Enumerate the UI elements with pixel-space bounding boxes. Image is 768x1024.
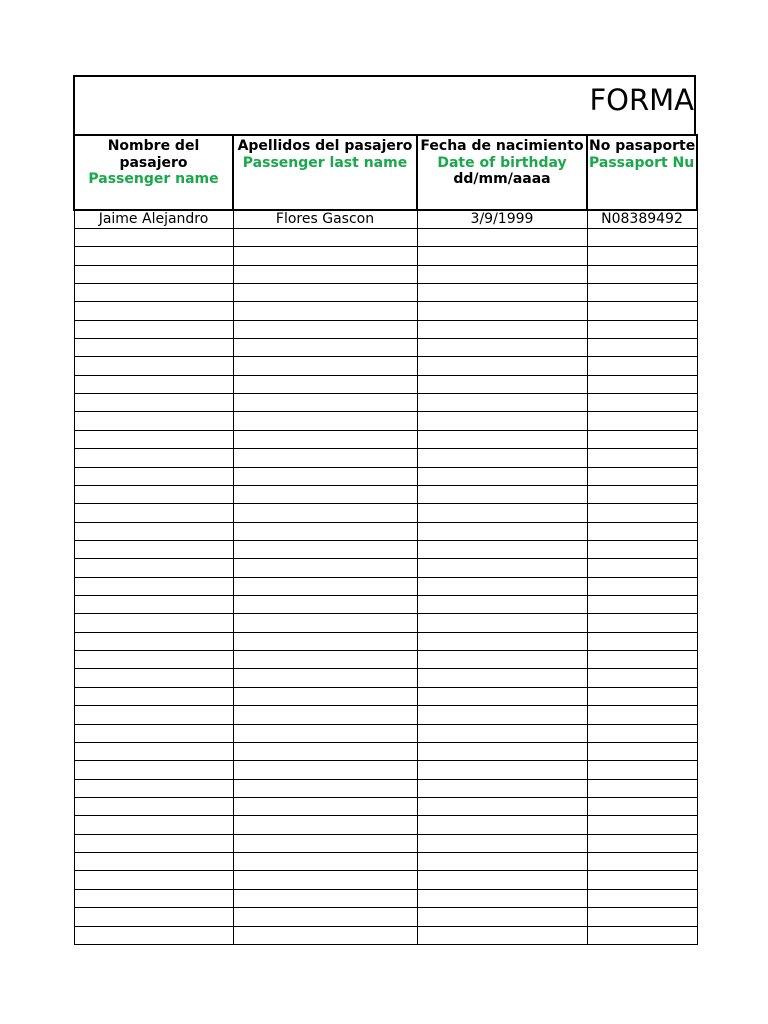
cell-last-name[interactable] — [233, 596, 417, 614]
cell-birth-date[interactable] — [417, 228, 587, 246]
cell-passenger-name[interactable] — [74, 449, 233, 467]
header-passenger-last-name — [233, 135, 417, 210]
cell-passenger-name[interactable] — [74, 908, 233, 926]
table-row — [74, 449, 697, 467]
cell-birth-date[interactable] — [417, 871, 587, 889]
cell-passport-number[interactable] — [587, 651, 697, 669]
table-row — [74, 357, 697, 375]
cell-passport-number[interactable] — [587, 265, 697, 283]
cell-birth-date[interactable] — [417, 320, 587, 338]
cell-last-name[interactable] — [233, 853, 417, 871]
cell-passport-number[interactable] — [587, 485, 697, 503]
cell-passenger-name[interactable] — [74, 430, 233, 448]
form-title: FORMA — [589, 83, 694, 117]
cell-passenger-name[interactable] — [74, 651, 233, 669]
cell-passenger-name[interactable] — [74, 816, 233, 834]
cell-last-name[interactable] — [233, 779, 417, 797]
cell-last-name[interactable] — [233, 522, 417, 540]
table-row — [74, 742, 697, 760]
cell-last-name[interactable] — [233, 394, 417, 412]
cell-passport-number[interactable] — [587, 577, 697, 595]
cell-birth-date[interactable] — [417, 908, 587, 926]
table-row — [74, 779, 697, 797]
cell-passport-number[interactable] — [587, 889, 697, 907]
cell-birth-date[interactable] — [417, 357, 587, 375]
table-row — [74, 302, 697, 320]
cell-passport-number[interactable] — [587, 669, 697, 687]
cell-passenger-name[interactable] — [74, 687, 233, 705]
cell-birth-date[interactable] — [417, 761, 587, 779]
cell-last-name[interactable] — [233, 834, 417, 852]
cell-last-name[interactable] — [233, 430, 417, 448]
table-row — [74, 228, 697, 246]
cell-birth-date[interactable] — [417, 375, 587, 393]
cell-passenger-name[interactable] — [74, 742, 233, 760]
cell-passenger-name[interactable] — [74, 247, 233, 265]
cell-birth-date[interactable] — [417, 247, 587, 265]
cell-passport-number[interactable] — [587, 871, 697, 889]
table-row — [74, 853, 697, 871]
cell-last-name[interactable] — [233, 632, 417, 650]
cell-last-name[interactable] — [233, 485, 417, 503]
cell-passport-number[interactable] — [587, 798, 697, 816]
header-label-es: No pasaporte — [589, 138, 696, 154]
cell-passport-number[interactable] — [587, 504, 697, 522]
passenger-form-sheet — [73, 75, 696, 945]
cell-passenger-name[interactable] — [74, 724, 233, 742]
table-row — [74, 614, 697, 632]
header-label-es: Nombre del pasajero — [107, 138, 200, 171]
table-row — [74, 798, 697, 816]
cell-birth-date[interactable] — [417, 485, 587, 503]
cell-passport-number[interactable] — [587, 394, 697, 412]
cell-passport-number[interactable] — [587, 449, 697, 467]
cell-passenger-name[interactable] — [74, 504, 233, 522]
cell-passenger-name[interactable] — [74, 798, 233, 816]
table-row — [74, 522, 697, 540]
cell-last-name[interactable] — [233, 889, 417, 907]
cell-passenger-name[interactable] — [74, 540, 233, 558]
cell-passenger-name[interactable] — [74, 926, 233, 944]
cell-last-name[interactable] — [233, 302, 417, 320]
cell-passenger-name[interactable] — [74, 596, 233, 614]
cell-last-name[interactable] — [233, 908, 417, 926]
header-label-en: Passenger last name — [242, 154, 408, 171]
cell-passport-number[interactable] — [587, 926, 697, 944]
cell-last-name[interactable] — [233, 504, 417, 522]
cell-birth-date[interactable] — [417, 540, 587, 558]
cell-passport-number[interactable] — [587, 853, 697, 871]
table-row — [74, 339, 697, 357]
table-row — [74, 467, 697, 485]
cell-birth-date[interactable] — [417, 687, 587, 705]
table-row — [74, 761, 697, 779]
table-row — [74, 889, 697, 907]
cell-last-name[interactable] — [233, 540, 417, 558]
cell-birth-date[interactable] — [417, 577, 587, 595]
cell-passport-number[interactable] — [587, 816, 697, 834]
cell-birth-date[interactable] — [417, 614, 587, 632]
cell-last-name[interactable] — [233, 871, 417, 889]
cell-passenger-name[interactable] — [74, 375, 233, 393]
cell-birth-date[interactable] — [417, 394, 587, 412]
cell-birth-date[interactable] — [417, 889, 587, 907]
cell-passport-number[interactable] — [587, 320, 697, 338]
cell-birth-date[interactable] — [417, 522, 587, 540]
cell-birth-date[interactable] — [417, 816, 587, 834]
cell-last-name[interactable] — [233, 926, 417, 944]
cell-last-name[interactable] — [233, 614, 417, 632]
header-label-es: Fecha de nacimiento — [420, 138, 584, 154]
cell-last-name[interactable] — [233, 559, 417, 577]
cell-last-name[interactable] — [233, 669, 417, 687]
table-row — [74, 577, 697, 595]
cell-passenger-name[interactable] — [74, 614, 233, 632]
cell-passport-number[interactable] — [587, 228, 697, 246]
cell-passenger-name[interactable] — [74, 485, 233, 503]
header-passenger-name — [74, 135, 233, 210]
cell-passenger-name[interactable] — [74, 577, 233, 595]
cell-passenger-name[interactable] — [74, 706, 233, 724]
cell-last-name[interactable] — [233, 724, 417, 742]
cell-passenger-name[interactable] — [74, 302, 233, 320]
cell-last-name[interactable] — [233, 651, 417, 669]
table-row — [74, 412, 697, 430]
cell-birth-date[interactable] — [417, 853, 587, 871]
table-row — [74, 669, 697, 687]
cell-passenger-name[interactable] — [74, 228, 233, 246]
table-row — [74, 926, 697, 944]
cell-last-name[interactable] — [233, 412, 417, 430]
cell-passport-number[interactable] — [587, 339, 697, 357]
header-label-es: Apellidos del pasajero — [237, 138, 413, 154]
cell-last-name[interactable] — [233, 687, 417, 705]
table-row — [74, 871, 697, 889]
cell-birth-date[interactable] — [417, 504, 587, 522]
cell-passport-number[interactable] — [587, 302, 697, 320]
cell-passenger-name[interactable] — [74, 394, 233, 412]
cell-last-name[interactable] — [233, 265, 417, 283]
cell-passenger-name[interactable] — [74, 889, 233, 907]
cell-passport-number[interactable] — [587, 412, 697, 430]
cell-last-name[interactable] — [233, 247, 417, 265]
cell-passenger-name[interactable] — [74, 871, 233, 889]
cell-birth-date[interactable] — [417, 596, 587, 614]
cell-last-name[interactable] — [233, 816, 417, 834]
table-row — [74, 430, 697, 448]
cell-birth-date[interactable] — [417, 724, 587, 742]
cell-passport-number[interactable] — [587, 614, 697, 632]
cell-birth-date[interactable] — [417, 283, 587, 301]
cell-passenger-name[interactable] — [74, 669, 233, 687]
title-row — [73, 75, 696, 134]
cell-birth-date[interactable] — [417, 742, 587, 760]
cell-passport-number[interactable] — [587, 761, 697, 779]
cell-birth-date[interactable] — [417, 265, 587, 283]
table-row — [74, 283, 697, 301]
table-row — [74, 816, 697, 834]
cell-passport-number[interactable] — [587, 632, 697, 650]
cell-birth-date[interactable] — [417, 339, 587, 357]
cell-passenger-name[interactable] — [74, 853, 233, 871]
cell-birth-date[interactable] — [417, 651, 587, 669]
cell-last-name[interactable] — [233, 228, 417, 246]
cell-last-name[interactable] — [233, 320, 417, 338]
cell-last-name[interactable] — [233, 577, 417, 595]
cell-passport-number[interactable] — [587, 559, 697, 577]
cell-passenger-name[interactable] — [74, 357, 233, 375]
table-row — [74, 375, 697, 393]
cell-passenger-name[interactable] — [74, 320, 233, 338]
cell-passport-number[interactable] — [587, 357, 697, 375]
cell-passport-number[interactable]: N08389492 — [587, 210, 697, 228]
cell-passenger-name[interactable] — [74, 632, 233, 650]
header-label-en: Passaport Nu — [589, 154, 695, 171]
cell-last-name[interactable] — [233, 339, 417, 357]
passenger-table — [73, 134, 698, 945]
cell-passenger-name[interactable] — [74, 559, 233, 577]
cell-passport-number[interactable] — [587, 375, 697, 393]
table-row — [74, 265, 697, 283]
cell-birth-date[interactable] — [417, 559, 587, 577]
cell-last-name[interactable]: Flores Gascon — [233, 210, 417, 228]
cell-birth-date[interactable] — [417, 412, 587, 430]
table-row — [74, 706, 697, 724]
cell-passport-number[interactable] — [587, 779, 697, 797]
header-label-en: Passenger name — [88, 171, 219, 187]
cell-passport-number[interactable] — [587, 247, 697, 265]
cell-birth-date[interactable] — [417, 779, 587, 797]
cell-passport-number[interactable] — [587, 687, 697, 705]
cell-passenger-name[interactable] — [74, 761, 233, 779]
table-row — [74, 320, 697, 338]
cell-birth-date[interactable] — [417, 669, 587, 687]
table-row — [74, 540, 697, 558]
table-row — [74, 724, 697, 742]
cell-passenger-name[interactable] — [74, 283, 233, 301]
table-row — [74, 834, 697, 852]
cell-passport-number[interactable] — [587, 596, 697, 614]
cell-birth-date[interactable] — [417, 467, 587, 485]
cell-passport-number[interactable] — [587, 742, 697, 760]
header-label-en: Date of birthday — [437, 154, 567, 171]
cell-birth-date[interactable] — [417, 706, 587, 724]
table-row — [74, 247, 697, 265]
cell-last-name[interactable] — [233, 742, 417, 760]
cell-passport-number[interactable] — [587, 467, 697, 485]
table-row — [74, 908, 697, 926]
header-birth-date — [417, 135, 587, 210]
table-row — [74, 485, 697, 503]
cell-last-name[interactable] — [233, 798, 417, 816]
table-body — [74, 210, 697, 944]
table-row — [74, 504, 697, 522]
cell-birth-date[interactable] — [417, 926, 587, 944]
cell-last-name[interactable] — [233, 375, 417, 393]
cell-passenger-name[interactable] — [74, 522, 233, 540]
cell-birth-date[interactable] — [417, 302, 587, 320]
cell-passport-number[interactable] — [587, 724, 697, 742]
cell-last-name[interactable] — [233, 706, 417, 724]
cell-passport-number[interactable] — [587, 283, 697, 301]
table-row — [74, 651, 697, 669]
cell-birth-date[interactable] — [417, 798, 587, 816]
cell-passenger-name[interactable]: Jaime Alejandro — [74, 210, 233, 228]
cell-passport-number[interactable] — [587, 834, 697, 852]
cell-passenger-name[interactable] — [74, 779, 233, 797]
table-row — [74, 632, 697, 650]
table-row — [74, 394, 697, 412]
cell-last-name[interactable] — [233, 449, 417, 467]
table-row — [74, 210, 697, 228]
cell-passenger-name[interactable] — [74, 412, 233, 430]
table-row — [74, 596, 697, 614]
table-row — [74, 559, 697, 577]
cell-passport-number[interactable] — [587, 908, 697, 926]
cell-birth-date[interactable]: 3/9/1999 — [417, 210, 587, 228]
cell-passenger-name[interactable] — [74, 339, 233, 357]
cell-passport-number[interactable] — [587, 706, 697, 724]
cell-last-name[interactable] — [233, 283, 417, 301]
cell-birth-date[interactable] — [417, 449, 587, 467]
table-row — [74, 687, 697, 705]
cell-last-name[interactable] — [233, 467, 417, 485]
cell-birth-date[interactable] — [417, 834, 587, 852]
cell-passenger-name[interactable] — [74, 265, 233, 283]
cell-birth-date[interactable] — [417, 632, 587, 650]
cell-last-name[interactable] — [233, 761, 417, 779]
cell-last-name[interactable] — [233, 357, 417, 375]
cell-passport-number[interactable] — [587, 540, 697, 558]
cell-passenger-name[interactable] — [74, 834, 233, 852]
cell-birth-date[interactable] — [417, 430, 587, 448]
cell-passport-number[interactable] — [587, 430, 697, 448]
header-date-format: dd/mm/aaaa — [453, 171, 551, 187]
cell-passenger-name[interactable] — [74, 467, 233, 485]
header-passport-number — [587, 135, 697, 210]
header-row — [74, 135, 697, 210]
cell-passport-number[interactable] — [587, 522, 697, 540]
